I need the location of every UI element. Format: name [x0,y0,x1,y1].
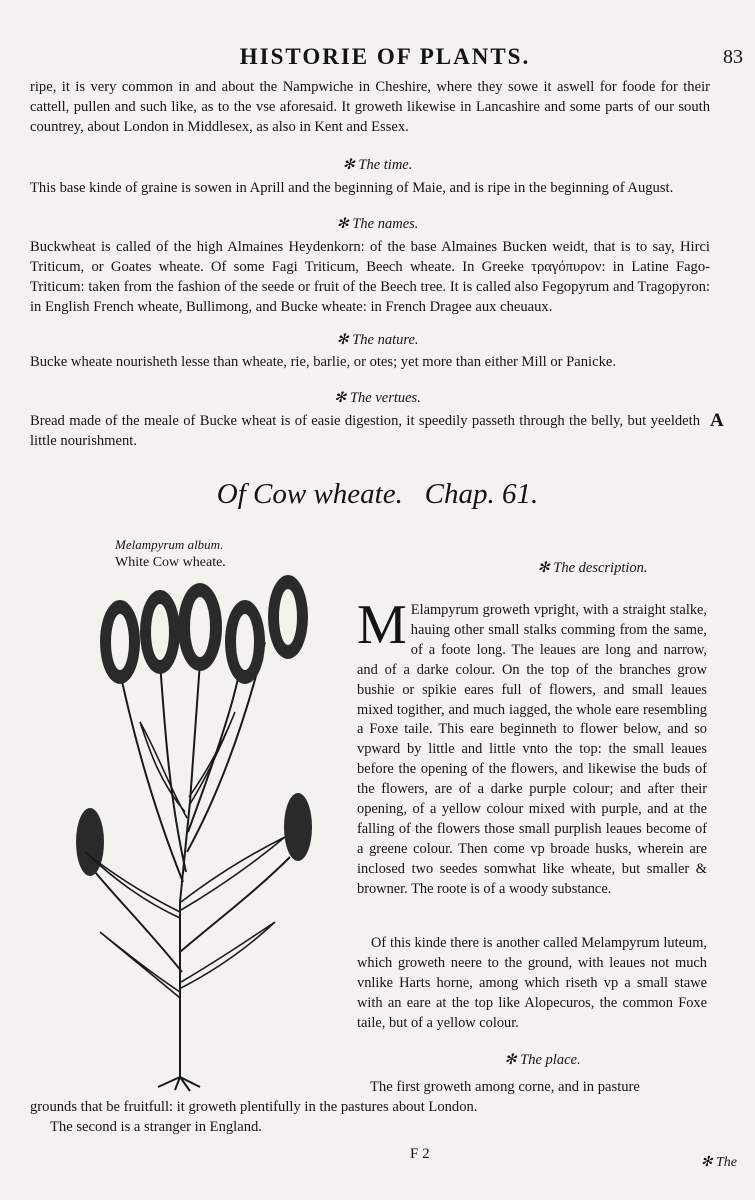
figure-caption-latin: Melampyrum album. [115,537,224,552]
figure-caption-english: White Cow wheate. [115,555,226,570]
drop-cap: M [357,594,407,656]
margin-letter: A [710,410,724,431]
description-text-1: Elampyrum groweth vpright, with a straight stalke, hauing other small stalks comming from the same, of a foote long. The leaues are long and narrow, and of a darke colour. On the top of the branches grow bushie or spikie eares full of flowers, and small leaues mixed togither, and much iagged, the whole eare resembling a Foxe taile. This eare beginneth to flower below, and so vpward by little and little vnto the top: the small leaues before the opening of the flowers, and likewise the buds of the flowers, are of a darke purple colour; and after their opening, of a yellow colour mixed with purple, and at the falling of the flowers those small purplish leaues become of a greene colour. Then come vp broade husks, wherein are inclosed two seedes somwhat like wheate, but smaller & browner. The roote is of a woody substance. [357,602,707,897]
description-paragraph-1 [357,594,707,900]
heading-time: ✻ The time. [342,157,413,173]
paragraph-names: Buckwheat is called of the high Almaines Heydenkorn: of the base Almaines Bucken weidt, that is to say, Hirci Triticum, or Goates wheate. Of some Fagi Triticum, Beech wheate. In Greeke τραγόπυρον: in Latine Fago-Triticum: taken from the fashion of the seede or fruit of the Beech tree. It is called also Fegopyrum and Tragopyron: in English French wheate, Bullimong, and Bucke wheate: in French Dragee aux cheuaux. [30,239,710,315]
paragraph-place-buckwheat: ripe, it is very common in and about the Nampwiche in Cheshire, where they sowe it aswell for foode for their cattell, pullen and such like, as to the vse aforesaid. It groweth likewise in Lancashire and some parts of our south countrey, about London in Middlesex, as also in Kent and Essex. [30,79,710,135]
heading-nature: ✻ The nature. [336,332,419,348]
heading-place: ✻ The place. [504,1052,581,1068]
heading-vertues: ✻ The vertues. [334,390,421,406]
paragraph-nature: Bucke wheate nourisheth lesse than wheate, rie, barlie, or otes; yet more than either Mill or Panicke. [30,354,616,370]
paragraph-time: This base kinde of graine is sowen in Aprill and the beginning of Maie, and is ripe in the beginning of August. [30,180,674,196]
catchword: ✻ The [700,1155,737,1170]
chapter-heading [0,478,755,511]
paragraph-vertues: Bread made of the meale of Bucke wheat is of easie digestion, it speedily passeth through the belly, but yeeldeth little nourishment. [30,413,700,449]
place-line-2: grounds that be fruitfull: it groweth plentifully in the pastures about London. [30,1099,478,1115]
chapter-title: Of Cow wheate. [216,478,403,510]
place-line-3: The second is a stranger in England. [50,1119,262,1135]
description-paragraph-2: Of this kinde there is another called Melampyrum luteum, which groweth neere to the ground, with leaues not much vnlike Harts horne, among which riseth vp a small stawe with an eare at the top like Alopecuros, the common Foxe taile, but of a yellow colour. [357,935,707,1031]
signature-mark: F 2 [410,1146,430,1162]
heading-names: ✻ The names. [336,216,419,232]
running-head: HISTORIE OF PLANTS. [239,44,531,69]
place-line-1: The first groweth among corne, and in pasture [370,1079,640,1095]
chapter-number: Chap. 61. [424,478,539,510]
heading-description: ✻ The description. [537,560,648,576]
cow-wheat-woodcut-illustration [40,572,340,1092]
page-number: 83 [723,46,743,68]
